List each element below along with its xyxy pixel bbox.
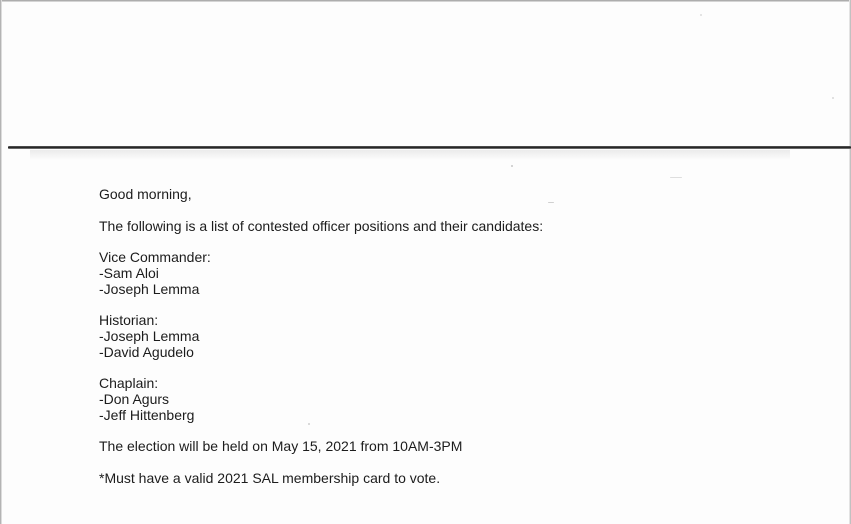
membership-note: *Must have a valid 2021 SAL membership card to vote. [99, 470, 441, 486]
scan-speck [670, 177, 682, 178]
candidate-name: -Sam Aloi [99, 265, 159, 281]
fold-line [8, 146, 851, 149]
position-title: Vice Commander: [99, 249, 211, 265]
position-block-chaplain [99, 375, 799, 423]
letter-body [99, 186, 799, 486]
candidate-name: -Joseph Lemma [99, 328, 200, 344]
election-details: The election will be held on May 15, 2021 from 10AM-3PM [99, 438, 463, 454]
position-block-historian [99, 312, 799, 360]
position-block-vice-commander [99, 249, 799, 297]
intro-text: The following is a list of contested officer positions and their candidates: [99, 218, 544, 234]
scan-edge-left [0, 0, 2, 524]
scan-speck [700, 14, 702, 16]
scan-speck [832, 97, 834, 99]
scan-edge-top [0, 0, 851, 2]
position-title: Chaplain: [99, 375, 159, 391]
candidate-name: -Don Agurs [99, 391, 170, 407]
scan-speck [511, 165, 513, 167]
fold-shadow [30, 150, 790, 160]
greeting: Good morning, [99, 186, 192, 202]
position-title: Historian: [99, 312, 159, 328]
candidate-name: -Joseph Lemma [99, 281, 200, 297]
candidate-name: -Jeff Hittenberg [99, 407, 195, 423]
candidate-name: -David Agudelo [99, 344, 194, 360]
